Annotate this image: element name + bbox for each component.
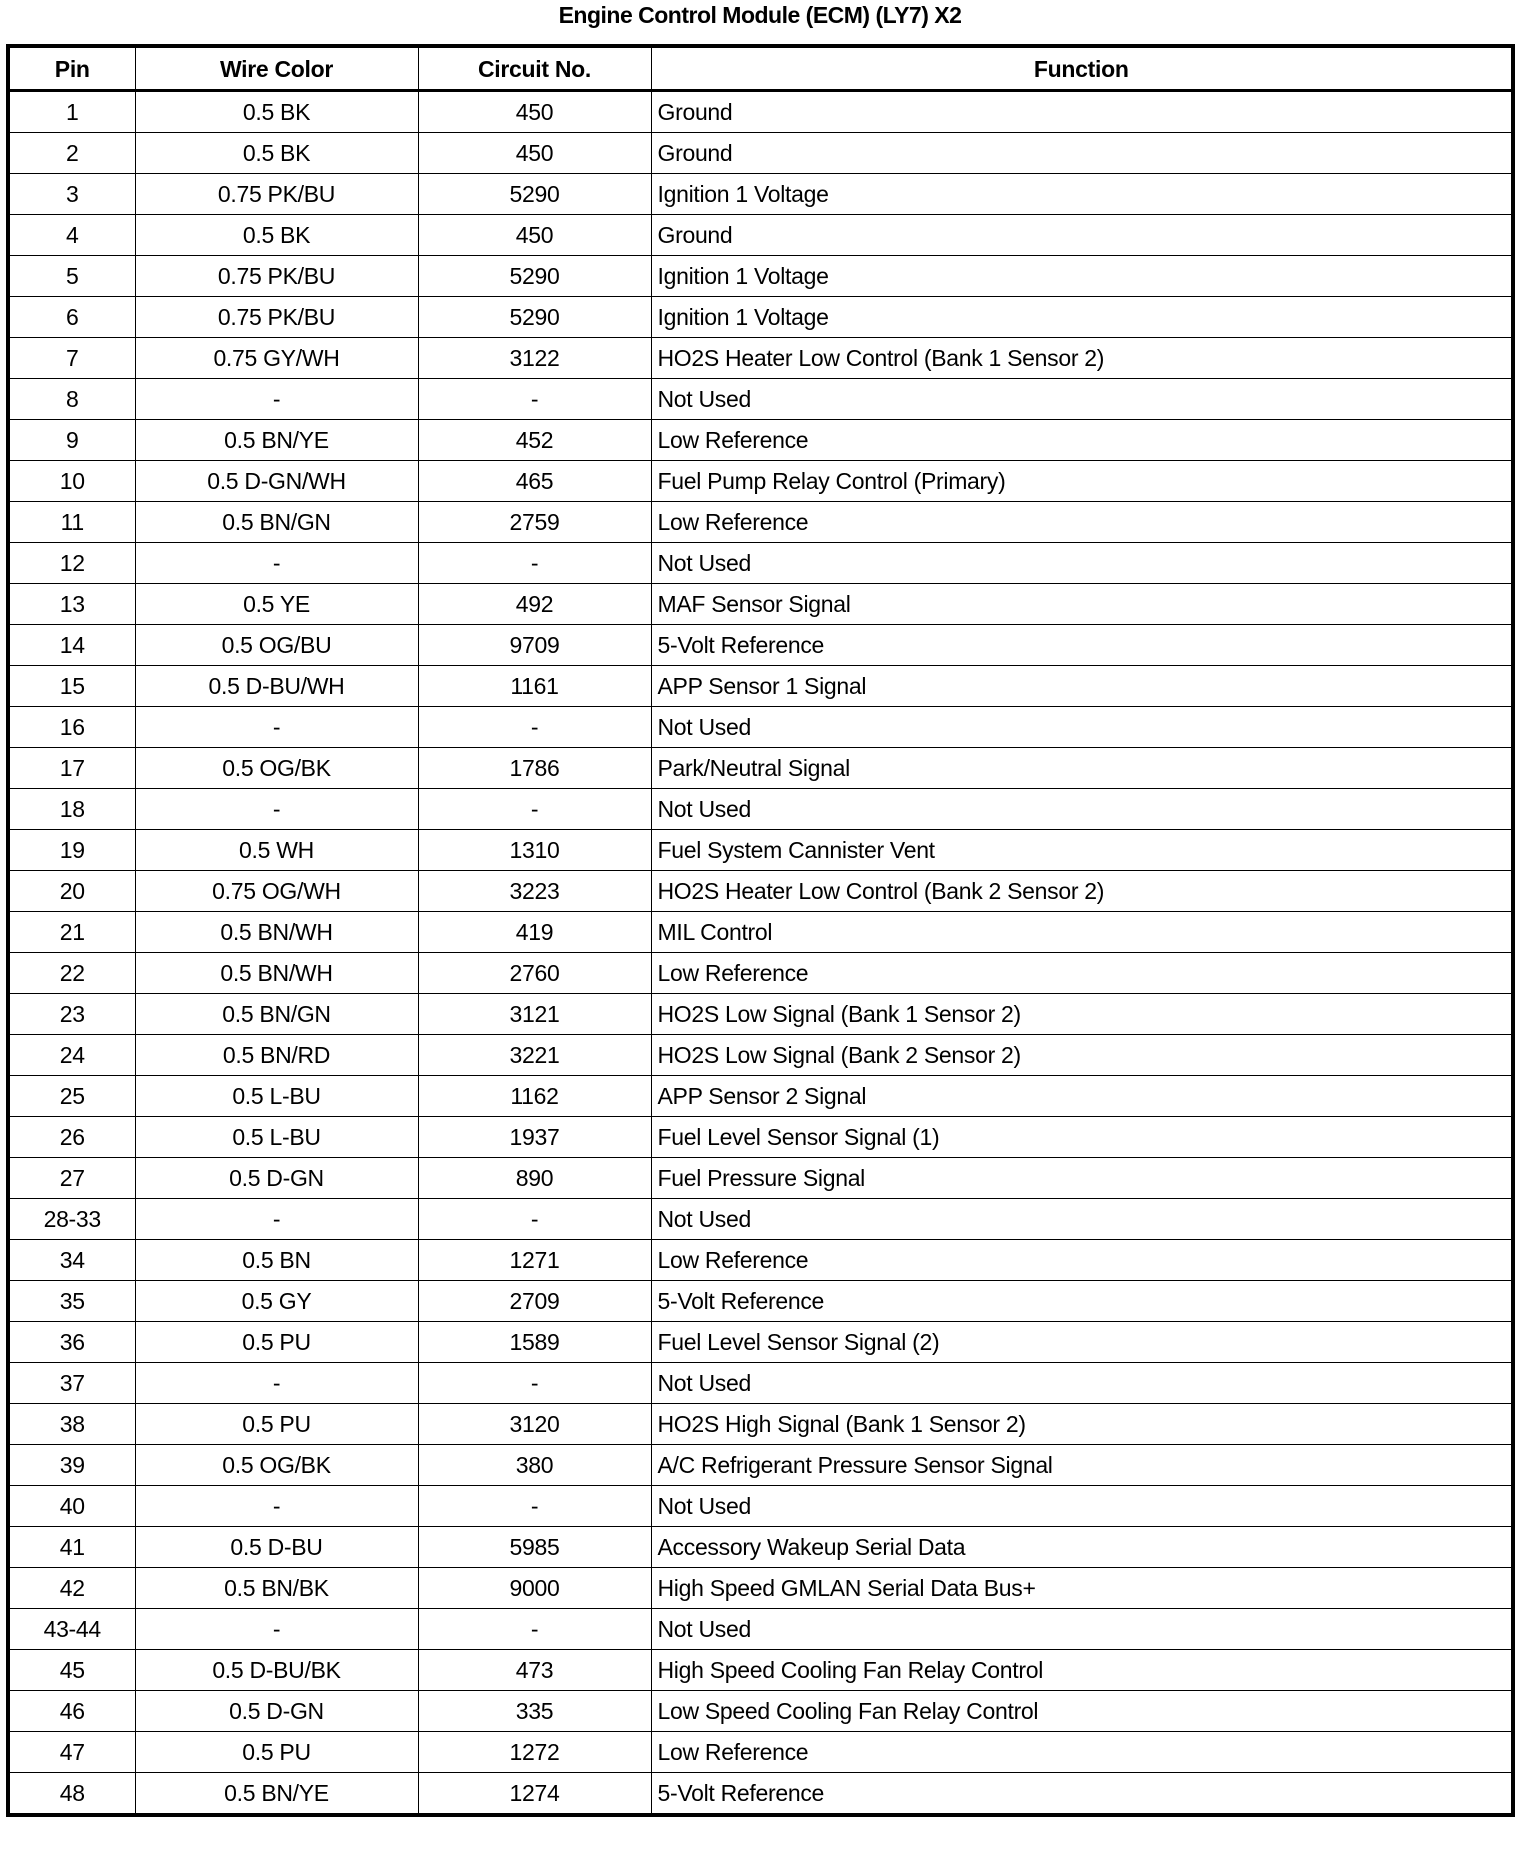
circuit-cell: 1786: [418, 748, 651, 789]
circuit-cell: 1310: [418, 830, 651, 871]
pin-cell: 37: [8, 1363, 135, 1404]
function-cell: Ground: [651, 215, 1513, 256]
function-cell: APP Sensor 1 Signal: [651, 666, 1513, 707]
circuit-cell: 1937: [418, 1117, 651, 1158]
function-cell: Low Speed Cooling Fan Relay Control: [651, 1691, 1513, 1732]
pin-cell: 2: [8, 133, 135, 174]
table-row: [8, 1199, 1513, 1240]
pin-cell: 17: [8, 748, 135, 789]
function-cell: Low Reference: [651, 420, 1513, 461]
table-row: [8, 707, 1513, 748]
table-row: [8, 1158, 1513, 1199]
function-cell: Ignition 1 Voltage: [651, 256, 1513, 297]
function-cell: Accessory Wakeup Serial Data: [651, 1527, 1513, 1568]
circuit-cell: 1161: [418, 666, 651, 707]
pin-cell: 43-44: [8, 1609, 135, 1650]
function-cell: Fuel Level Sensor Signal (2): [651, 1322, 1513, 1363]
table-row: [8, 1650, 1513, 1691]
table-row: [8, 1445, 1513, 1486]
table-row: [8, 1732, 1513, 1773]
table-row: [8, 1281, 1513, 1322]
table-row: [8, 174, 1513, 215]
wire-color-cell: 0.5 GY: [135, 1281, 418, 1322]
wire-color-cell: 0.75 PK/BU: [135, 297, 418, 338]
circuit-cell: 3121: [418, 994, 651, 1035]
table-row: [8, 1773, 1513, 1816]
function-cell: High Speed GMLAN Serial Data Bus+: [651, 1568, 1513, 1609]
wire-color-cell: -: [135, 1199, 418, 1240]
wire-color-cell: 0.5 D-BU: [135, 1527, 418, 1568]
function-cell: Low Reference: [651, 1732, 1513, 1773]
pin-cell: 3: [8, 174, 135, 215]
wire-color-cell: 0.5 D-GN: [135, 1158, 418, 1199]
function-cell: HO2S Low Signal (Bank 1 Sensor 2): [651, 994, 1513, 1035]
function-cell: Not Used: [651, 379, 1513, 420]
table-row: [8, 1527, 1513, 1568]
pin-cell: 19: [8, 830, 135, 871]
wire-color-cell: 0.5 PU: [135, 1404, 418, 1445]
circuit-cell: -: [418, 1609, 651, 1650]
function-cell: HO2S Heater Low Control (Bank 1 Sensor 2): [651, 338, 1513, 379]
table-row: [8, 1609, 1513, 1650]
function-cell: Not Used: [651, 543, 1513, 584]
function-cell: MAF Sensor Signal: [651, 584, 1513, 625]
pin-cell: 23: [8, 994, 135, 1035]
circuit-cell: -: [418, 1486, 651, 1527]
circuit-cell: 452: [418, 420, 651, 461]
function-cell: Not Used: [651, 1199, 1513, 1240]
pin-cell: 4: [8, 215, 135, 256]
function-cell: Not Used: [651, 1486, 1513, 1527]
wire-color-cell: 0.5 BK: [135, 215, 418, 256]
pin-cell: 35: [8, 1281, 135, 1322]
pin-cell: 46: [8, 1691, 135, 1732]
table-row: [8, 1240, 1513, 1281]
function-cell: Low Reference: [651, 1240, 1513, 1281]
wire-color-cell: 0.5 BN/GN: [135, 502, 418, 543]
table-row: [8, 502, 1513, 543]
function-cell: HO2S High Signal (Bank 1 Sensor 2): [651, 1404, 1513, 1445]
function-cell: Fuel Pump Relay Control (Primary): [651, 461, 1513, 502]
function-cell: Ground: [651, 133, 1513, 174]
circuit-cell: 1271: [418, 1240, 651, 1281]
table-row: [8, 256, 1513, 297]
wire-color-cell: 0.75 GY/WH: [135, 338, 418, 379]
circuit-cell: 1272: [418, 1732, 651, 1773]
pin-cell: 38: [8, 1404, 135, 1445]
circuit-cell: 450: [418, 215, 651, 256]
wire-color-cell: 0.5 BN/YE: [135, 1773, 418, 1816]
pin-cell: 27: [8, 1158, 135, 1199]
table-row: [8, 1076, 1513, 1117]
pin-cell: 10: [8, 461, 135, 502]
circuit-cell: 5290: [418, 174, 651, 215]
circuit-cell: -: [418, 789, 651, 830]
table-header-row: [8, 46, 1513, 91]
table-row: [8, 461, 1513, 502]
wire-color-cell: 0.5 YE: [135, 584, 418, 625]
table-row: [8, 420, 1513, 461]
pin-cell: 8: [8, 379, 135, 420]
function-cell: Park/Neutral Signal: [651, 748, 1513, 789]
circuit-cell: 1274: [418, 1773, 651, 1816]
function-cell: Low Reference: [651, 953, 1513, 994]
function-cell: 5-Volt Reference: [651, 1773, 1513, 1816]
circuit-cell: -: [418, 1199, 651, 1240]
pin-cell: 5: [8, 256, 135, 297]
circuit-cell: 492: [418, 584, 651, 625]
function-cell: 5-Volt Reference: [651, 1281, 1513, 1322]
table-row: [8, 543, 1513, 584]
pin-cell: 39: [8, 1445, 135, 1486]
wire-color-cell: 0.5 BN/WH: [135, 953, 418, 994]
circuit-cell: 3120: [418, 1404, 651, 1445]
circuit-cell: 3223: [418, 871, 651, 912]
pin-cell: 25: [8, 1076, 135, 1117]
circuit-cell: 890: [418, 1158, 651, 1199]
wire-color-cell: 0.75 OG/WH: [135, 871, 418, 912]
wire-color-cell: 0.5 WH: [135, 830, 418, 871]
circuit-cell: 3221: [418, 1035, 651, 1076]
table-row: [8, 953, 1513, 994]
pin-cell: 13: [8, 584, 135, 625]
table-row: [8, 1117, 1513, 1158]
pin-cell: 48: [8, 1773, 135, 1816]
circuit-cell: -: [418, 379, 651, 420]
function-cell: High Speed Cooling Fan Relay Control: [651, 1650, 1513, 1691]
table-row: [8, 379, 1513, 420]
circuit-cell: -: [418, 543, 651, 584]
function-cell: Ignition 1 Voltage: [651, 297, 1513, 338]
table-row: [8, 1404, 1513, 1445]
wire-color-cell: 0.5 D-GN/WH: [135, 461, 418, 502]
table-row: [8, 871, 1513, 912]
wire-color-cell: -: [135, 379, 418, 420]
function-cell: Ground: [651, 91, 1513, 133]
pin-cell: 15: [8, 666, 135, 707]
pin-cell: 34: [8, 1240, 135, 1281]
circuit-cell: 1589: [418, 1322, 651, 1363]
wire-color-cell: 0.5 OG/BK: [135, 748, 418, 789]
table-body: [8, 91, 1513, 1816]
circuit-cell: 450: [418, 133, 651, 174]
table-row: [8, 748, 1513, 789]
function-cell: Not Used: [651, 1609, 1513, 1650]
function-cell: HO2S Low Signal (Bank 2 Sensor 2): [651, 1035, 1513, 1076]
table-row: [8, 1486, 1513, 1527]
pin-cell: 47: [8, 1732, 135, 1773]
table-row: [8, 912, 1513, 953]
pin-cell: 20: [8, 871, 135, 912]
circuit-cell: -: [418, 707, 651, 748]
pin-cell: 16: [8, 707, 135, 748]
function-cell: APP Sensor 2 Signal: [651, 1076, 1513, 1117]
circuit-cell: 2759: [418, 502, 651, 543]
wire-color-cell: 0.5 OG/BU: [135, 625, 418, 666]
function-cell: A/C Refrigerant Pressure Sensor Signal: [651, 1445, 1513, 1486]
pin-cell: 21: [8, 912, 135, 953]
table-row: [8, 625, 1513, 666]
function-cell: Fuel Level Sensor Signal (1): [651, 1117, 1513, 1158]
circuit-cell: 5985: [418, 1527, 651, 1568]
wire-color-cell: 0.5 BN: [135, 1240, 418, 1281]
table-row: [8, 830, 1513, 871]
table-row: [8, 1691, 1513, 1732]
table-row: [8, 1568, 1513, 1609]
pin-cell: 14: [8, 625, 135, 666]
pin-cell: 36: [8, 1322, 135, 1363]
circuit-cell: -: [418, 1363, 651, 1404]
pin-cell: 18: [8, 789, 135, 830]
circuit-cell: 380: [418, 1445, 651, 1486]
function-cell: MIL Control: [651, 912, 1513, 953]
pin-cell: 42: [8, 1568, 135, 1609]
circuit-cell: 2709: [418, 1281, 651, 1322]
table-row: [8, 133, 1513, 174]
pin-cell: 12: [8, 543, 135, 584]
pin-cell: 11: [8, 502, 135, 543]
circuit-cell: 2760: [418, 953, 651, 994]
function-cell: Fuel Pressure Signal: [651, 1158, 1513, 1199]
header-wire-color: Wire Color: [135, 46, 418, 91]
wire-color-cell: -: [135, 1486, 418, 1527]
circuit-cell: 5290: [418, 297, 651, 338]
header-pin: Pin: [8, 46, 135, 91]
function-cell: HO2S Heater Low Control (Bank 2 Sensor 2): [651, 871, 1513, 912]
wire-color-cell: 0.5 BK: [135, 91, 418, 133]
pin-cell: 6: [8, 297, 135, 338]
circuit-cell: 9000: [418, 1568, 651, 1609]
circuit-cell: 9709: [418, 625, 651, 666]
wire-color-cell: 0.5 BN/RD: [135, 1035, 418, 1076]
table-row: [8, 994, 1513, 1035]
wire-color-cell: -: [135, 543, 418, 584]
wire-color-cell: 0.5 D-BU/WH: [135, 666, 418, 707]
wire-color-cell: 0.75 PK/BU: [135, 256, 418, 297]
wire-color-cell: 0.5 D-BU/BK: [135, 1650, 418, 1691]
wire-color-cell: 0.5 D-GN: [135, 1691, 418, 1732]
pin-cell: 28-33: [8, 1199, 135, 1240]
wire-color-cell: 0.5 BN/YE: [135, 420, 418, 461]
table-row: [8, 666, 1513, 707]
wire-color-cell: -: [135, 789, 418, 830]
pin-cell: 26: [8, 1117, 135, 1158]
pin-cell: 7: [8, 338, 135, 379]
pin-cell: 45: [8, 1650, 135, 1691]
circuit-cell: 419: [418, 912, 651, 953]
table-row: [8, 584, 1513, 625]
pinout-table: [6, 44, 1515, 1817]
circuit-cell: 3122: [418, 338, 651, 379]
wire-color-cell: 0.5 L-BU: [135, 1117, 418, 1158]
function-cell: Low Reference: [651, 502, 1513, 543]
wire-color-cell: 0.5 BK: [135, 133, 418, 174]
header-function: Function: [651, 46, 1513, 91]
function-cell: Not Used: [651, 707, 1513, 748]
table-row: [8, 297, 1513, 338]
wire-color-cell: 0.5 PU: [135, 1732, 418, 1773]
circuit-cell: 473: [418, 1650, 651, 1691]
wire-color-cell: -: [135, 707, 418, 748]
pin-cell: 24: [8, 1035, 135, 1076]
table-row: [8, 789, 1513, 830]
circuit-cell: 5290: [418, 256, 651, 297]
wire-color-cell: 0.5 BN/GN: [135, 994, 418, 1035]
circuit-cell: 1162: [418, 1076, 651, 1117]
table-row: [8, 1035, 1513, 1076]
function-cell: Not Used: [651, 789, 1513, 830]
wire-color-cell: 0.5 BN/WH: [135, 912, 418, 953]
table-row: [8, 338, 1513, 379]
document-title: Engine Control Module (ECM) (LY7) X2: [558, 2, 962, 28]
pin-cell: 40: [8, 1486, 135, 1527]
pin-cell: 41: [8, 1527, 135, 1568]
wire-color-cell: -: [135, 1363, 418, 1404]
pin-cell: 22: [8, 953, 135, 994]
wire-color-cell: 0.5 L-BU: [135, 1076, 418, 1117]
header-circuit: Circuit No.: [418, 46, 651, 91]
wire-color-cell: -: [135, 1609, 418, 1650]
wire-color-cell: 0.75 PK/BU: [135, 174, 418, 215]
pin-cell: 1: [8, 91, 135, 133]
table-row: [8, 215, 1513, 256]
circuit-cell: 335: [418, 1691, 651, 1732]
function-cell: Not Used: [651, 1363, 1513, 1404]
pin-cell: 9: [8, 420, 135, 461]
table-row: [8, 91, 1513, 133]
circuit-cell: 450: [418, 91, 651, 133]
function-cell: 5-Volt Reference: [651, 625, 1513, 666]
wire-color-cell: 0.5 BN/BK: [135, 1568, 418, 1609]
table-row: [8, 1363, 1513, 1404]
wire-color-cell: 0.5 PU: [135, 1322, 418, 1363]
wire-color-cell: 0.5 OG/BK: [135, 1445, 418, 1486]
table-row: [8, 1322, 1513, 1363]
function-cell: Ignition 1 Voltage: [651, 174, 1513, 215]
circuit-cell: 465: [418, 461, 651, 502]
function-cell: Fuel System Cannister Vent: [651, 830, 1513, 871]
